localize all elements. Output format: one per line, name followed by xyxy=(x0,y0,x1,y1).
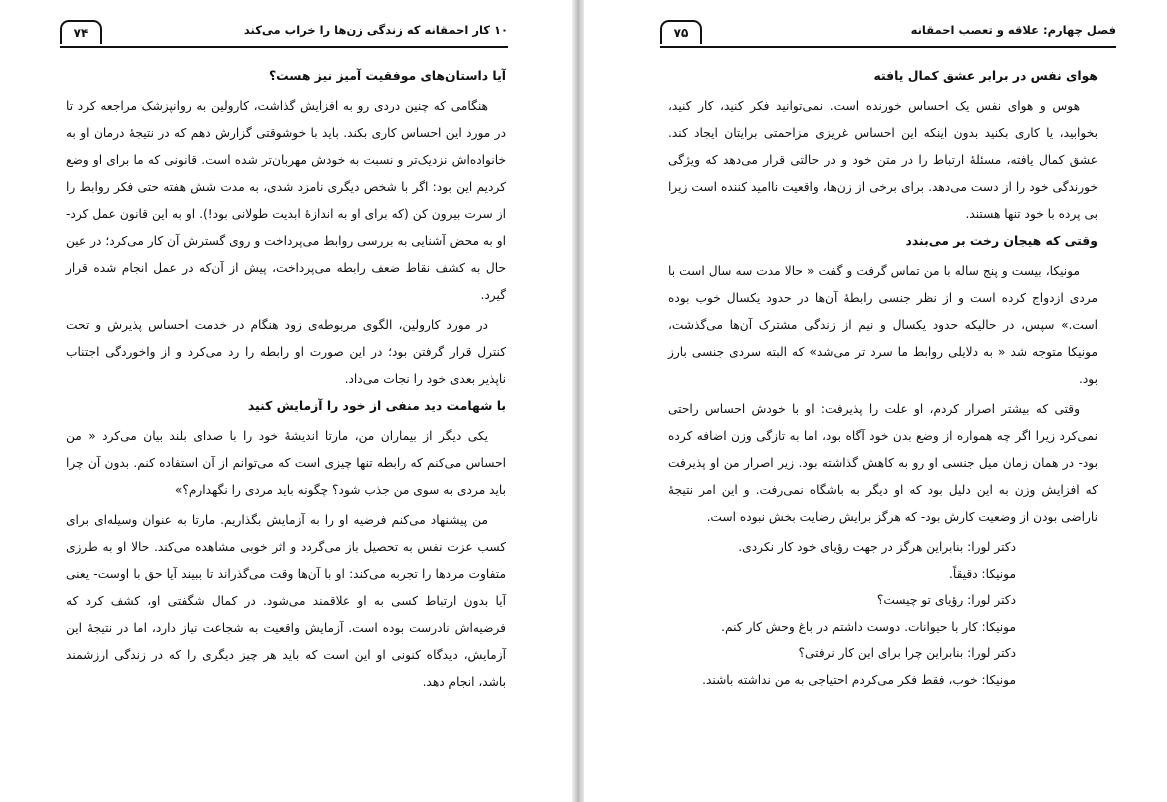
dialogue-line: مونیکا: خوب، فقط فکر می‌کردم احتیاجی به من نداشته باشند. xyxy=(702,672,1016,687)
section-heading: با شهامت دید منفی از خود را آزمایش کنید xyxy=(247,398,506,413)
paragraph: یکی دیگر از بیماران من، مارتا اندیشهٔ خود را با صدای بلند بیان می‌کرد « من احساس می‌کنم که رابطه تنها چیزی است که می‌توانم از آن استفاده کنم. بدون آن چرا باید مردی به سوی من جذب شود؟ چگونه باید مردی را نگهدارم؟» xyxy=(66,429,506,497)
paragraph: مونیکا، بیست و پنج ساله با من تماس گرفت و گفت « حالا مدت سه سال است با مردی ازدواج کرده است و از نظر جنسی رابطهٔ آن‌ها در حدود یکسال خوب بوده است.» سپس، در حالیکه حدود یکسال و نیم از زندگی مشترک آن‌ها می‌گذشت، مونیکا متوجه شد « به دلایلی روابط ما سرد تر می‌شد» که البته سردی جنسی بارز بود. xyxy=(668,264,1098,386)
paragraph: وقتی که بیشتر اصرار کردم، او علت را پذیرفت: او با خودش احساس راحتی نمی‌کرد زیرا اگر چه همواره از وضع بدن خود آگاه بود، اما به تازگی وزن اضافه کرده بود- در همان زمان میل جنسی او رو به کاهش گذاشته بود. زیر اصرار من او پذیرفت که افزایش وزن به این دلیل بود که او دیگر به باشگاه نمی‌رفت. و این امر نتیجهٔ ناراضی بودن از وضعیت کارش بود- که هرگز برایش رضایت بخش نبوده است. xyxy=(668,402,1098,524)
dialogue-line: مونیکا: کار با حیوانات. دوست داشتم در باغ وحش کار کنم. xyxy=(721,619,1016,634)
left-page-body xyxy=(66,64,506,699)
header-rule xyxy=(60,46,508,48)
page-number: ۷۴ xyxy=(60,20,102,44)
dialogue-line: دکتر لورا: رؤیای تو چیست؟ xyxy=(876,593,1016,607)
page-number: ۷۵ xyxy=(660,20,702,44)
paragraph: هنگامی که چنین دردی رو به افزایش گذاشت، کارولین به روانپزشک مراجعه کرد تا در مورد این احساس کاری بکند. باید با خوشوقتی گزارش دهم که در نتیجهٔ درمان او به خانواده‌اش نزدیک‌تر و نسبت به خودش مهربان‌تر شده است. قانونی که ما برای او وضع کردیم این بود: اگر با شخص دیگری نامزد شدی، به مدت شش هفته حتی فکر روابط را از سرت بیرون کن (که برای او به اندازهٔ ابدیت طولانی بود!). او به این قانون عمل کرد- او به محض آشنایی به بررسی روابط می‌پرداخت و روی گسترش آن کار می‌کرد؛ در عین حال به کشف نقاط ضعف رابطه می‌پرداخت، پیش از آن‌که در عمل انجام شده قرار گیرد. xyxy=(66,99,506,302)
paragraph: هوس و هوای نفس یک احساس خورنده است. نمی‌توانید فکر کنید، کار کنید، بخوابید، یا کاری بکنید بدون اینکه این احساس غریزی مزاحمتی برایتان ایجاد کند. عشق کمال یافته، مسئلهٔ ارتباط را در متن خود و در حالتی قرار می‌دهد که ویژگی خورندگی خود را از دست می‌دهد. برای برخی از زن‌ها، واقعیت ناامید کننده است زیرا بی پرده با خود تنها هستند. xyxy=(668,99,1098,221)
left-page xyxy=(0,0,575,802)
dialogue-line: دکتر لورا: بنابراین چرا برای این کار نرفتی؟ xyxy=(798,646,1016,660)
header-rule xyxy=(660,46,1116,48)
right-page-body xyxy=(668,64,1098,693)
dialogue-line: دکتر لورا: بنابراین هرگز در جهت رؤیای خود کار نکردی. xyxy=(738,540,1016,554)
paragraph: در مورد کارولین، الگوی مربوطه‌ی زود هنگام در خدمت احساس پذیرش و تحت کنترل قرار گرفتن بود؛ در این صورت او رابطه را رد می‌کرد و از واخوردگی اجتناب ناپذیر بعدی خود را نجات می‌داد. xyxy=(66,318,506,386)
dialogue-line: مونیکا: دقیقاً. xyxy=(948,566,1016,581)
section-heading: هوای نفس در برابر عشق کمال یافته xyxy=(873,68,1098,83)
right-page-header xyxy=(660,20,1116,48)
right-page xyxy=(584,0,1167,802)
running-head: فصل چهارم: علاقه و تعصب احمقانه xyxy=(910,23,1116,37)
section-heading: آیا داستان‌های موفقیت آمیز نیز هست؟ xyxy=(268,68,506,83)
paragraph: من پیشنهاد می‌کنم فرضیه او را به آزمایش بگذاریم. مارتا به عنوان وسیله‌ای برای کسب عزت نفس به تحصیل باز می‌گردد و اثر خوبی مشاهده می‌کند. حالا او به طرزی متفاوت مردها را تجربه می‌کند: او با آن‌ها وقت می‌گذراند تا ببیند آیا حق با اوست- یعنی آیا بدون ارتباط کسی به او علاقمند می‌شود. در کمال شگفتی او، کشف کرد که فرضیه‌اش نادرست بوده است. آزمایش واقعیت به شجاعت نیاز دارد، اما در نتیجهٔ این آزمایش، دیدگاه کنونی او این است که باید هر چیز دیگری را که در زندگی ارزشمند باشد، انجام دهد. xyxy=(66,513,506,689)
left-page-header xyxy=(60,20,508,48)
section-heading: وقتی که هیجان رخت بر می‌بندد xyxy=(905,233,1098,248)
running-head: ۱۰ کار احمقانه که زندگی زن‌ها را خراب می‌کند xyxy=(243,23,508,37)
